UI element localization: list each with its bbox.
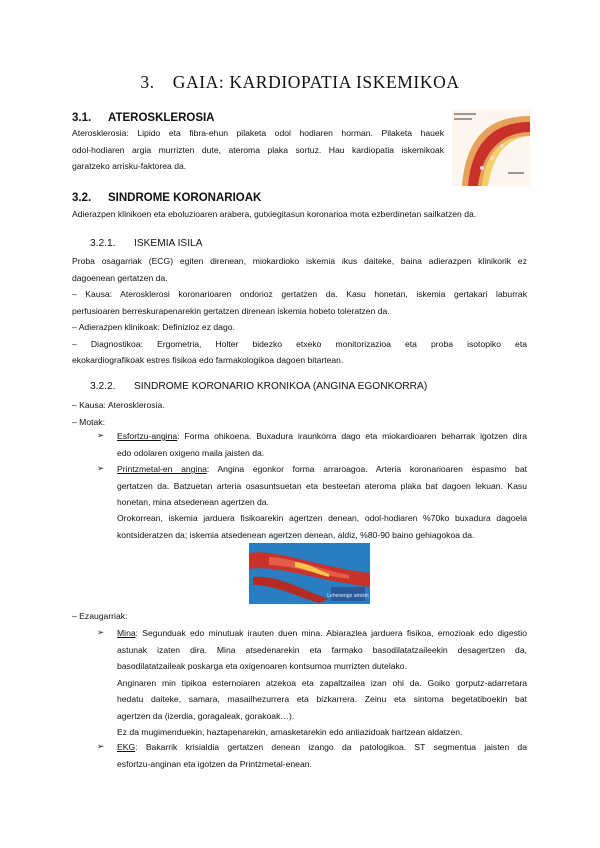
section-3-2-intro: Adierazpen klinikoen eta eboluzioaren arabera, gutxiegitasun koronarioa mota ezberdinetan sailkatzen da. [72, 209, 477, 219]
list-item-printzmetal-angina: Printzmetal-en angina: Angina egonkor forma arraroagoa. Arteria koronarioaren espasmo bat gertatzen da. Batzuetan arteria osasuntsuetan eta besteetan ateroma plaka bat dagoen lekuan. Kasu honetan, mina atsedenean agertzen da. [117, 464, 527, 507]
blood-cell [500, 144, 504, 148]
section-3-2-2-lead: – Kausa: Aterosklerosia. – Motak: [72, 400, 165, 427]
label-line [454, 118, 472, 120]
section-3-2-1-text: Proba osagarriak (ECG) egiten direnean, miokardioko iskemia ikus daiteke, baina adierazpen klinikorik ez dagoenean gertatzen da. – Kausa: Aterosklerosi koronarioaren ondorioz gertatzen da. Kasu honetan, iskemia gertakari laburrak perfusioaren berreskurapenarekin gertatzen direnean iskemia hobeto toleratzen da. – Adierazpen klinikoak: Definizioz ez dago. – Diagnostikoa: Ergometria, Holter bidezko etxeko monitorizazioa eta proba isotopiko eta ekokardiografikoak estres fisikoa edo farmakologikoa dagoen bitartean. [72, 256, 527, 365]
bullet-icon: ➢ [97, 741, 105, 751]
ezaugarriak-heading: – Ezaugarriak: [72, 611, 128, 621]
artery-occlusion-image [249, 543, 370, 604]
orokorrean-paragraph: Orokorrean, iskemia jarduera fisikoarekin agertzen denean, odol-hodiaren %70ko buxadura dagoela kontsideratzen da; iskemia atsedenean agertzen denean, aldiz, %80-90 baino gehiagokoa da. [117, 513, 527, 540]
bullet-icon: ➢ [97, 463, 105, 473]
label-line [508, 172, 524, 174]
list-item-ekg: EKG: Bakarrik krisialdia gertatzen denean izango da patologikoa. ST segmentua jaisten da esfortzu-anginan eta igotzen da Printzmetal-enean. [117, 742, 527, 769]
section-heading-3-2-2: 3.2.2. SINDROME KORONARIO KRONIKOA (ANGINA EGONKORRA) [90, 381, 428, 392]
blood-cell [480, 166, 484, 170]
blood-cell [490, 156, 494, 160]
artery-cross-section-image [452, 110, 530, 186]
list-item-esfortzu-angina: Esfortzu-angina: Forma ohikoena. Buxadura iraunkorra dago eta miokardioaren beharrak igotzen dira edo odolaren oxigeno maila jaisten da. [117, 431, 527, 458]
section-heading-3-2-1: 3.2.1. ISKEMIA ISILA [90, 238, 203, 249]
page-title: 3. GAIA: KARDIOPATIA ISKEMIKOA [140, 72, 460, 92]
section-heading-3-1: 3.1. ATEROSKLEROSIA [72, 112, 215, 124]
bullet-icon: ➢ [97, 430, 105, 440]
section-heading-3-2: 3.2. SINDROME KORONARIOAK [72, 192, 262, 204]
section-3-1-text: Aterosklerosia: Lipido eta fibra-ehun pilaketa odol hodiaren horman. Pilaketa hauek odol-hodiaren argia murrizten dute, ateroma plaka sortuz. Hau kardiopatia iskemikoak garatzeko arrisku-faktorea da. [72, 128, 444, 171]
image-label: Lehenengo artekin [327, 593, 369, 599]
bullet-icon: ➢ [97, 627, 105, 637]
list-item-mina: Mina: Segunduak edo minutuak irauten duen mina. Abiarazlea jarduera fisikoa, emozioak edo digestio astunak izaten dira. Mina atsedenarekin eta farmako basodilatatzaileekin desagertzen da, basodilatatzaileak poskarga eta oxigenoaren kontsumoa murrizten dutelako. Anginaren min tipikoa esternoiaren atzekoa eta zapaltzailea izan ohi da. Goiko gorputz-adarretara hedatu daiteke, samara, masailhezurrera eta bizkarrera. Zeinu eta sintoma begetatiboekin bat agertzen da (izerdia, goragaleak, gorakoak…). Ez da mugimenduekin, haztapenarekin, arnasketarekin edo antiazidoak hartzean aldatzen. [117, 628, 527, 737]
label-line [454, 113, 476, 115]
